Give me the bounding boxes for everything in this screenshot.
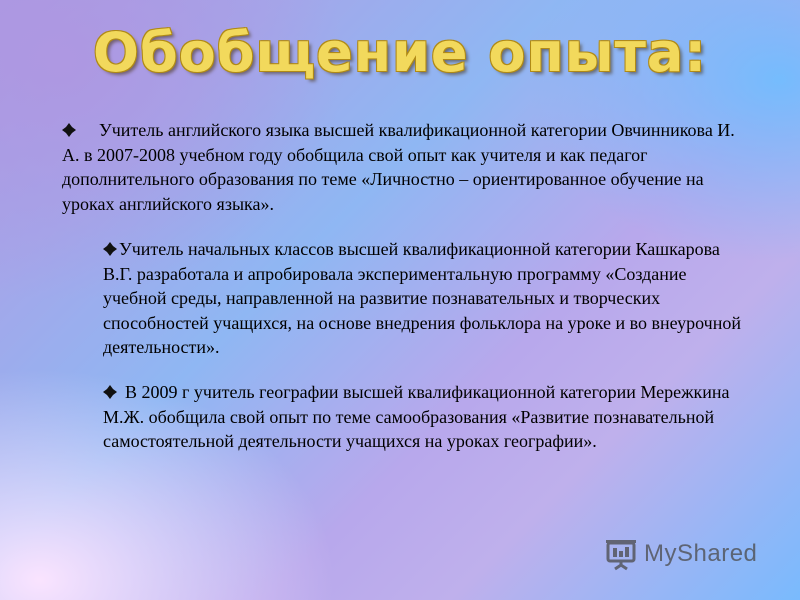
watermark-logo bbox=[604, 536, 757, 572]
paragraph-geography-teacher bbox=[103, 380, 743, 454]
presentation-board-icon bbox=[604, 537, 638, 571]
watermark-text: MyShared bbox=[644, 540, 758, 567]
paragraph-text: В 2009 г учитель географии высшей квалификационной категории Мережкина М.Ж. обобщила свой опыт по теме самообразования «Развитие познавательной самостоятельной деятельности учащихся на уроках географии». bbox=[103, 382, 730, 451]
paragraph-english-teacher bbox=[62, 118, 752, 216]
diamond-bullet-icon bbox=[62, 123, 76, 137]
slide-title: Обобщение опыта: bbox=[93, 21, 707, 84]
diamond-bullet-icon bbox=[103, 242, 117, 256]
paragraph-primary-teacher bbox=[103, 237, 743, 360]
paragraph-text: Учитель начальных классов высшей квалификационной категории Кашкарова В.Г. разработала и апробировала экспериментальную программу «Создание учебной среды, направленной на развитие познавательных и творческих способностей учащихся, на основе внедрения фольклора на уроке и во внеурочной деятельности». bbox=[103, 239, 741, 357]
paragraph-text: Учитель английского языка высшей квалификационной категории Овчинникова И. А. в 2007-2008 учебном году обобщила свой опыт как учителя и как педагог дополнительного образования по теме «Личностно – ориентированное обучение на уроках английского языка». bbox=[62, 120, 735, 214]
diamond-bullet-icon bbox=[103, 385, 117, 399]
